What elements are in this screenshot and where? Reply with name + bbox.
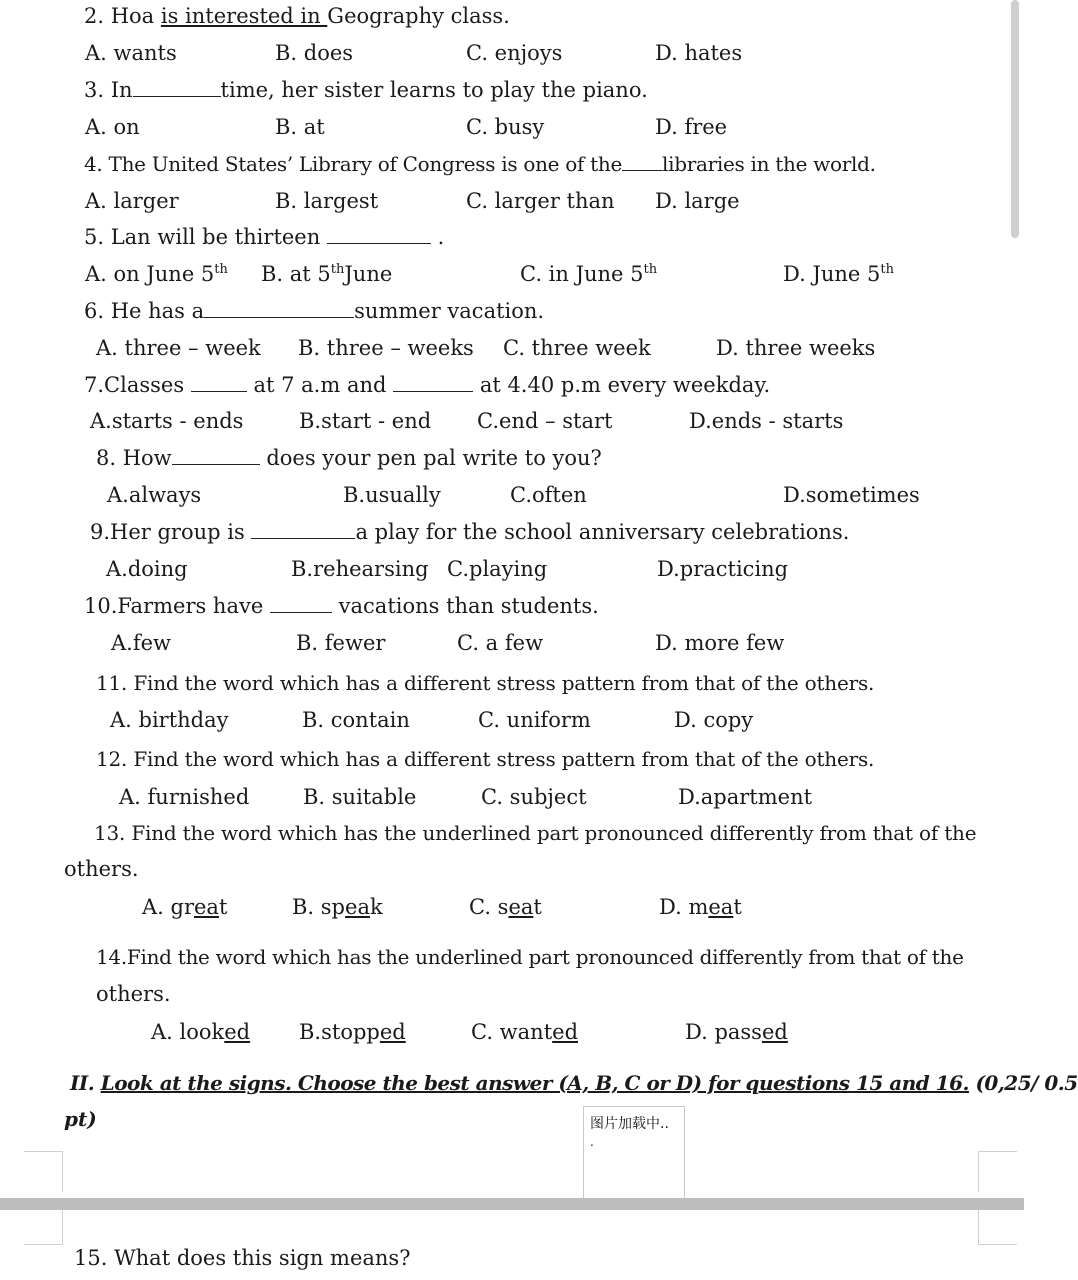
q6-stem: 6. He has a summer vacation. [84,299,545,323]
q5-stem: 5. Lan will be thirteen . [84,225,445,249]
q7-blank-1 [191,373,247,392]
q8-stem: 8. How does your pen pal write to you? [96,446,602,470]
q11-option-a: A. birthday [110,708,229,732]
q7-stem: 7.Classes at 7 a.m and at 4.40 p.m every weekday. [84,373,771,397]
q12-stem: 12. Find the word which has a different stress pattern from that of the others. [96,747,875,771]
image-loading-dot: . [590,1135,594,1149]
q3-stem: 3. In time, her sister learns to play the piano. [84,78,648,102]
q9-option-a: A.doing [106,557,188,581]
q5-option-a: A. on June 5th [85,262,228,286]
q11-option-c: C. uniform [478,708,591,732]
q8-option-d: D.sometimes [783,483,920,507]
q3-option-b: B. at [275,115,325,139]
q7-option-b: B.start - end [299,409,432,433]
image-loading-text: 图片加载中.. [590,1116,669,1132]
q11-option-b: B. contain [302,708,410,732]
q11-option-d: D. copy [674,708,754,732]
q15-stem: 15. What does this sign means? [74,1246,411,1270]
q13-option-d: D. meat [659,895,742,919]
q6-option-c: C. three week [503,336,651,360]
q14-option-d: D. passed [685,1020,788,1044]
q5-option-b: B. at 5thJune [261,262,393,286]
q4-option-d: D. large [655,189,740,213]
q8-option-b: B.usually [343,483,441,507]
q14-stem-line2: others. [96,982,171,1006]
q6-option-b: B. three – weeks [298,336,474,360]
q9-stem: 9.Her group is a play for the school anniversary celebrations. [90,520,850,544]
q10-option-d: D. more few [655,631,785,655]
q3-blank [133,78,221,97]
q12-option-c: C. subject [481,785,587,809]
vertical-scrollbar-thumb[interactable] [1011,0,1019,238]
section-2-heading-line2: pt) [64,1107,97,1131]
q12-option-d: D.apartment [678,785,813,809]
q14-option-b: B.stopped [299,1020,406,1044]
q4-stem: 4. The United States’ Library of Congress is one of the libraries in the world. [84,152,876,176]
q11-stem: 11. Find the word which has a different stress pattern from that of the others. [96,671,875,695]
q7-option-a: A.starts - ends [90,409,244,433]
q7-option-d: D.ends - starts [689,409,844,433]
page-corner-mark-top-left [24,1151,63,1192]
q9-option-d: D.practicing [657,557,789,581]
q2-option-d: D. hates [655,41,743,65]
q8-option-c: C.often [510,483,587,507]
q6-option-a: A. three – week [96,336,261,360]
q8-option-a: A.always [107,483,202,507]
q7-blank-2 [393,373,473,392]
q2-underlined-phrase: is interested in [160,4,328,28]
q9-option-c: C.playing [447,557,548,581]
sign-image-placeholder [583,1106,685,1199]
q13-option-a: A. great [142,895,228,919]
q4-option-b: B. largest [275,189,379,213]
q12-option-b: B. suitable [303,785,417,809]
q2-stem: 2. Hoa is interested in Geography class. [84,4,510,28]
q9-option-b: B.rehearsing [291,557,429,581]
q10-option-b: B. fewer [296,631,386,655]
q2-option-c: C. enjoys [466,41,563,65]
q10-blank [270,594,332,613]
q4-blank [622,152,662,171]
q5-option-d: D. June 5th [783,262,894,286]
q6-option-d: D. three weeks [716,336,876,360]
section-2-heading: II. Look at the signs. Choose the best answer (A, B, C or D) for questions 15 and 16. (0,25/ 0.5 [70,1071,1078,1095]
page-corner-mark-top-right [978,1151,1017,1192]
q6-blank [204,299,354,318]
q8-blank [172,446,260,465]
q13-option-c: C. seat [469,895,542,919]
q2-option-a: A. wants [85,41,177,65]
q10-option-a: A.few [111,631,172,655]
q3-option-a: A. on [85,115,140,139]
q4-option-c: C. larger than [466,189,615,213]
q10-option-c: C. a few [457,631,544,655]
q10-stem: 10.Farmers have vacations than students. [84,594,599,618]
q13-option-b: B. speak [292,895,383,919]
q12-option-a: A. furnished [119,785,250,809]
q14-option-a: A. looked [151,1020,251,1044]
page-corner-mark-bottom-right [978,1210,1017,1245]
q2-option-b: B. does [275,41,354,65]
q7-option-c: C.end – start [477,409,613,433]
page-break-divider [0,1198,1024,1210]
q3-option-c: C. busy [466,115,545,139]
q4-option-a: A. larger [85,189,179,213]
q14-option-c: C. wanted [471,1020,579,1044]
page-corner-mark-bottom-left [24,1210,63,1245]
q13-stem-line2: others. [64,857,139,881]
q5-blank [327,225,431,244]
q14-stem-line1: 14.Find the word which has the underlined part pronounced differently from that of the [96,945,964,969]
q3-option-d: D. free [655,115,728,139]
q13-stem-line1: 13. Find the word which has the underlined part pronounced differently from that of the [94,821,977,845]
q5-option-c: C. in June 5th [520,262,658,286]
q9-blank [251,520,355,539]
